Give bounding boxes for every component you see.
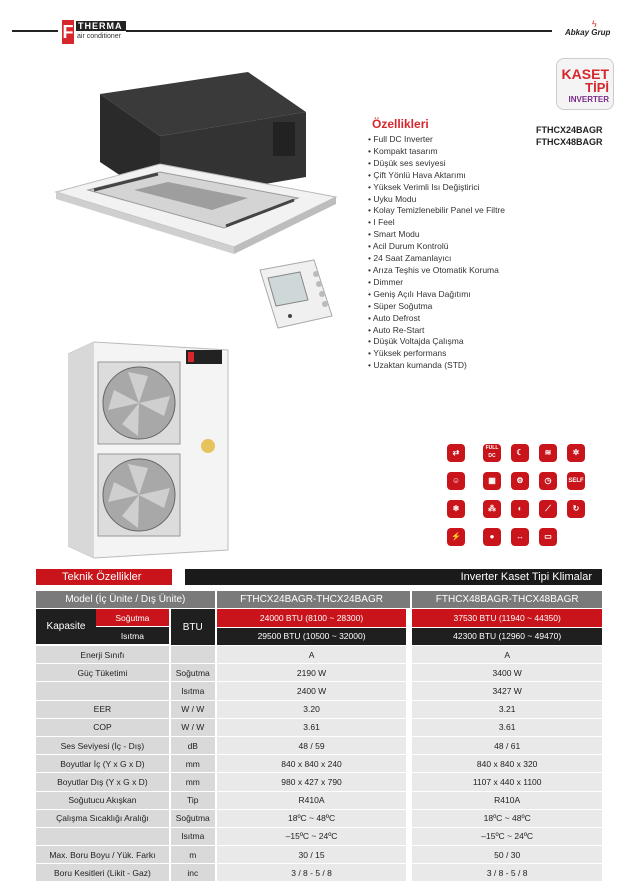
feature-item: • Geniş Açılı Hava Dağıtımı bbox=[368, 289, 505, 301]
row-label: COP bbox=[36, 719, 169, 737]
row-unit: W / W bbox=[169, 719, 215, 737]
dimmer-icon: ◐ bbox=[511, 500, 529, 518]
table-row bbox=[36, 810, 602, 828]
emergency-icon: ● bbox=[483, 528, 501, 546]
row-value-2: 50 / 30 bbox=[410, 846, 602, 864]
model-2: FTHCX48BAGR-THCX48BAGR bbox=[410, 591, 602, 609]
row-value-1: –15ºC ~ 24ºC bbox=[215, 828, 407, 846]
model-codes bbox=[536, 124, 603, 148]
table-row bbox=[36, 773, 602, 791]
cap-cool-1: 24000 BTU (8100 ~ 28300) bbox=[215, 609, 407, 628]
features-list bbox=[368, 134, 505, 372]
row-label bbox=[36, 828, 169, 846]
row-value-1: 2190 W bbox=[215, 664, 407, 682]
full-dc-icon: FULL DC bbox=[483, 444, 501, 462]
table-row bbox=[36, 701, 602, 719]
row-value-2: 3.61 bbox=[410, 719, 602, 737]
heat-exchanger-icon: ≋ bbox=[539, 444, 557, 462]
table-row bbox=[36, 828, 602, 846]
feature-item: • Düşük ses seviyesi bbox=[368, 158, 505, 170]
product-category-header: Inverter Kaset Tipi Klimalar bbox=[185, 569, 602, 585]
feature-item: • Auto Re-Start bbox=[368, 325, 505, 337]
feature-item: • Yüksek Verimli Isı Değiştirici bbox=[368, 182, 505, 194]
remote-control-image bbox=[256, 258, 334, 330]
row-label: Boru Kesitleri (Likit - Gaz) bbox=[36, 864, 169, 882]
row-value-1: 3 / 8 - 5 / 8 bbox=[215, 864, 407, 882]
table-row bbox=[36, 737, 602, 755]
feature-item: • Kompakt tasarım bbox=[368, 146, 505, 158]
row-value-2: R410A bbox=[410, 792, 602, 810]
row-unit: mm bbox=[169, 755, 215, 773]
row-unit: Isıtma bbox=[169, 828, 215, 846]
feature-item: • Smart Modu bbox=[368, 229, 505, 241]
badge-line-3: INVERTER bbox=[568, 95, 609, 104]
capacity-label: Kapasite bbox=[36, 609, 96, 645]
feature-item: • Auto Defrost bbox=[368, 313, 505, 325]
badge-line-1: KASET bbox=[561, 66, 609, 82]
features-title: Özellikleri bbox=[372, 117, 429, 131]
spec-table bbox=[36, 591, 602, 882]
self-diagnosis-icon: SELF bbox=[567, 472, 585, 490]
table-row bbox=[36, 792, 602, 810]
feature-item: • Arıza Teşhis ve Otomatik Koruma bbox=[368, 265, 505, 277]
filter-icon: ▦ bbox=[483, 472, 501, 490]
row-value-2: A bbox=[410, 646, 602, 664]
cap-cool-2: 37530 BTU (11940 ~ 44350) bbox=[410, 609, 602, 628]
table-row bbox=[36, 846, 602, 864]
badge-line-2: TİPİ bbox=[585, 80, 609, 95]
row-label: EER bbox=[36, 701, 169, 719]
row-value-2: 3 / 8 - 5 / 8 bbox=[410, 864, 602, 882]
brand-logo-letter: F bbox=[62, 22, 74, 42]
outdoor-unit-image bbox=[68, 340, 238, 560]
model-code: FTHCX48BAGR bbox=[536, 137, 603, 147]
technical-specs-header: Teknik Özellikler bbox=[36, 569, 172, 585]
feature-item: • Acil Durum Kontrolü bbox=[368, 241, 505, 253]
row-unit: Soğutma bbox=[169, 810, 215, 828]
row-unit: W / W bbox=[169, 701, 215, 719]
row-unit: Tip bbox=[169, 792, 215, 810]
feature-item: • Yüksek performans bbox=[368, 348, 505, 360]
brand-logo-subtitle: air conditioner bbox=[77, 33, 121, 40]
feature-item: • I Feel bbox=[368, 217, 505, 229]
timer-icon: ◷ bbox=[539, 472, 557, 490]
smart-mode-icon: ⚙ bbox=[511, 472, 529, 490]
feature-item: • Çift Yönlü Hava Aktarımı bbox=[368, 170, 505, 182]
row-value-2: 3400 W bbox=[410, 664, 602, 682]
feature-icons-grid bbox=[447, 444, 593, 544]
row-value-2: –15ºC ~ 24ºC bbox=[410, 828, 602, 846]
row-value-1: R410A bbox=[215, 792, 407, 810]
row-unit: mm bbox=[169, 773, 215, 791]
row-label: Çalışma Sıcaklığı Aralığı bbox=[36, 810, 169, 828]
row-unit: Isıtma bbox=[169, 682, 215, 700]
row-value-2: 18ºC ~ 48ºC bbox=[410, 810, 602, 828]
cap-heat-2: 42300 BTU (12960 ~ 49470) bbox=[410, 628, 602, 647]
row-unit bbox=[169, 646, 215, 664]
table-row bbox=[36, 864, 602, 882]
capacity-cooling-row bbox=[36, 609, 602, 628]
remote-icon: ▭ bbox=[539, 528, 557, 546]
super-cooling-icon: ❄ bbox=[447, 500, 465, 518]
feature-item: • Full DC Inverter bbox=[368, 134, 505, 146]
cooling-label: Soğutma bbox=[96, 609, 169, 627]
product-type-badge bbox=[556, 58, 614, 110]
row-label: Güç Tüketimi bbox=[36, 664, 169, 682]
defrost-icon: ⁂ bbox=[483, 500, 501, 518]
brand-logo-word: THERMA bbox=[76, 21, 126, 31]
table-header-row bbox=[36, 591, 602, 609]
feature-item: • Uyku Modu bbox=[368, 194, 505, 206]
row-label: Boyutlar Dış (Y x G x D) bbox=[36, 773, 169, 791]
table-row bbox=[36, 664, 602, 682]
row-unit: m bbox=[169, 846, 215, 864]
row-value-1: 48 / 59 bbox=[215, 737, 407, 755]
feature-item: • Süper Soğutma bbox=[368, 301, 505, 313]
feature-item: • Uzaktan kumanda (STD) bbox=[368, 360, 505, 372]
wide-angle-icon: ⟋ bbox=[539, 500, 557, 518]
table-row bbox=[36, 719, 602, 737]
cassette-indoor-unit-image bbox=[48, 52, 338, 262]
airflow-icon: ↔ bbox=[511, 528, 529, 546]
row-label: Boyutlar İç (Y x G x D) bbox=[36, 755, 169, 773]
group-logo-icon: ϟ bbox=[592, 19, 597, 29]
row-value-1: 980 x 427 x 790 bbox=[215, 773, 407, 791]
row-label: Max. Boru Boyu / Yük. Farkı bbox=[36, 846, 169, 864]
table-row bbox=[36, 755, 602, 773]
btu-label: BTU bbox=[169, 609, 215, 646]
row-value-1: 840 x 840 x 240 bbox=[215, 755, 407, 773]
feature-item: • 24 Saat Zamanlayıcı bbox=[368, 253, 505, 265]
row-label: Ses Seviyesi (İç - Dış) bbox=[36, 737, 169, 755]
feature-item: • Düşük Voltajda Çalışma bbox=[368, 336, 505, 348]
row-value-1: 30 / 15 bbox=[215, 846, 407, 864]
fan-icon: ✲ bbox=[567, 444, 585, 462]
row-unit: inc bbox=[169, 864, 215, 882]
model-code: FTHCX24BAGR bbox=[536, 125, 603, 135]
group-logo: Abkay Grup bbox=[565, 28, 611, 37]
model-1: FTHCX24BAGR-THCX24BAGR bbox=[215, 591, 407, 609]
feature-item: • Kolay Temizlenebilir Panel ve Filtre bbox=[368, 205, 505, 217]
row-value-2: 3427 W bbox=[410, 682, 602, 700]
row-label: Soğutucu Akışkan bbox=[36, 792, 169, 810]
heating-label: Isıtma bbox=[96, 627, 169, 645]
cap-heat-1: 29500 BTU (10500 ~ 32000) bbox=[215, 628, 407, 647]
row-value-2: 48 / 61 bbox=[410, 737, 602, 755]
low-voltage-icon: ⚡ bbox=[447, 528, 465, 546]
table-row bbox=[36, 646, 602, 664]
i-feel-icon: ☺ bbox=[447, 472, 465, 490]
row-unit: Soğutma bbox=[169, 664, 215, 682]
row-value-2: 1107 x 440 x 1100 bbox=[410, 773, 602, 791]
row-value-1: A bbox=[215, 646, 407, 664]
row-value-1: 2400 W bbox=[215, 682, 407, 700]
auto-restart-icon: ↻ bbox=[567, 500, 585, 518]
row-value-1: 3.20 bbox=[215, 701, 407, 719]
row-value-2: 3.21 bbox=[410, 701, 602, 719]
feature-item: • Dimmer bbox=[368, 277, 505, 289]
model-label: Model (İç Ünite / Dış Ünite) bbox=[36, 591, 215, 609]
row-value-1: 18ºC ~ 48ºC bbox=[215, 810, 407, 828]
row-value-1: 3.61 bbox=[215, 719, 407, 737]
row-label: Enerji Sınıfı bbox=[36, 646, 169, 664]
row-value-2: 840 x 840 x 320 bbox=[410, 755, 602, 773]
sleep-mode-icon: ☾ bbox=[511, 444, 529, 462]
capacity-cell bbox=[36, 609, 169, 646]
row-label bbox=[36, 682, 169, 700]
row-unit: dB bbox=[169, 737, 215, 755]
double-airflow-icon: ⇄ bbox=[447, 444, 465, 462]
table-row bbox=[36, 682, 602, 700]
